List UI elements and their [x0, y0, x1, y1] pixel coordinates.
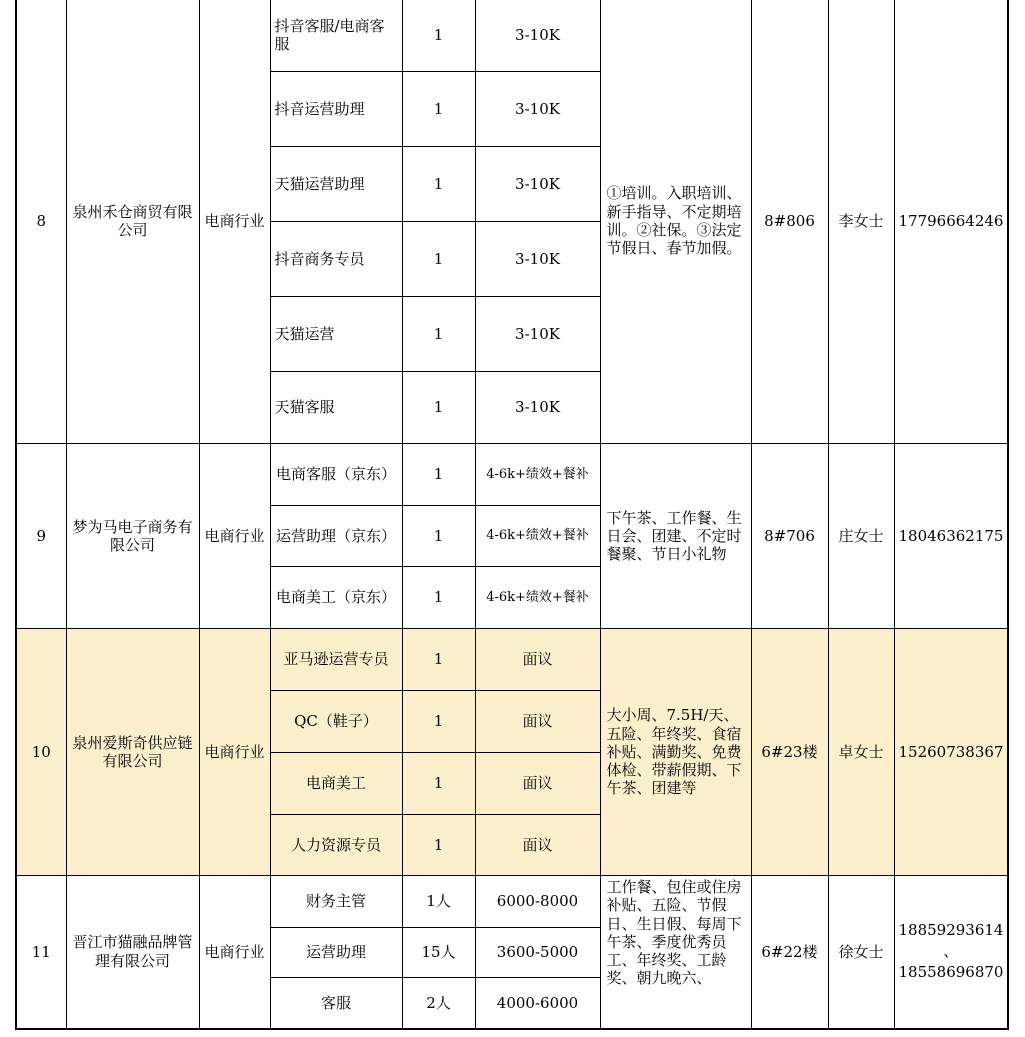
position-title: 运营助理 — [270, 928, 402, 978]
position-count: 1人 — [402, 876, 475, 928]
phone-2: 18558696870 — [898, 963, 1004, 982]
position-salary: 6000-8000 — [475, 876, 600, 928]
phone: 17796664246 — [894, 0, 1008, 444]
position-count: 1 — [402, 567, 475, 629]
phone: 15260738367 — [894, 629, 1008, 876]
benefits — [600, 876, 751, 1029]
phone-1: 18859293614 — [898, 921, 1004, 940]
position-title: 抖音运营助理 — [270, 72, 402, 147]
position-title: 天猫运营助理 — [270, 147, 402, 222]
position-salary: 面议 — [475, 691, 600, 753]
contact-person: 庄女士 — [828, 444, 894, 629]
position-count: 1 — [402, 691, 475, 753]
position-salary: 3-10K — [475, 0, 600, 72]
row-number: 8 — [16, 0, 66, 444]
position-title: QC（鞋子） — [270, 691, 402, 753]
row-number: 9 — [16, 444, 66, 629]
industry: 电商行业 — [199, 629, 270, 876]
industry: 电商行业 — [199, 0, 270, 444]
position-salary: 面议 — [475, 753, 600, 815]
position-salary: 面议 — [475, 629, 600, 691]
position-title: 电商美工 — [270, 753, 402, 815]
contact-person: 卓女士 — [828, 629, 894, 876]
position-count: 1 — [402, 506, 475, 567]
position-count: 15人 — [402, 928, 475, 978]
position-salary: 4-6k+绩效+餐补 — [475, 444, 600, 506]
position-title: 天猫运营 — [270, 297, 402, 372]
contact-person: 李女士 — [828, 0, 894, 444]
room: 6#23楼 — [751, 629, 828, 876]
position-count: 1 — [402, 147, 475, 222]
position-title: 人力资源专员 — [270, 815, 402, 876]
phone-separator: 、 — [943, 942, 959, 961]
position-count: 1 — [402, 72, 475, 147]
position-title: 财务主管 — [270, 876, 402, 928]
row-number: 11 — [16, 876, 66, 1029]
benefits: ①培训。入职培训、新手指导、不定期培训。②社保。③法定节假日、春节加假。 — [600, 0, 751, 444]
position-count: 1 — [402, 629, 475, 691]
position-salary: 4-6k+绩效+餐补 — [475, 567, 600, 629]
phone — [894, 876, 1008, 1029]
position-title: 电商客服（京东） — [270, 444, 402, 506]
table-row — [16, 629, 1008, 691]
row-number: 10 — [16, 629, 66, 876]
position-count: 1 — [402, 815, 475, 876]
company-name: 梦为马电子商务有限公司 — [66, 444, 199, 629]
position-title: 客服 — [270, 978, 402, 1029]
room: 6#22楼 — [751, 876, 828, 1029]
company-name: 泉州爱斯奇供应链有限公司 — [66, 629, 199, 876]
industry: 电商行业 — [199, 876, 270, 1029]
room: 8#806 — [751, 0, 828, 444]
position-salary: 3-10K — [475, 222, 600, 297]
position-salary: 3600-5000 — [475, 928, 600, 978]
position-title: 抖音商务专员 — [270, 222, 402, 297]
benefits-text: 工作餐、包住或住房补贴、五险、节假日、生日假、每周下午茶、季度优秀员工、年终奖、工龄奖、朝九晚六、 — [606, 878, 742, 988]
position-salary: 3-10K — [475, 147, 600, 222]
room: 8#706 — [751, 444, 828, 629]
company-name: 晋江市猫融品牌管理有限公司 — [66, 876, 199, 1029]
job-listings-table — [15, 0, 1009, 1030]
benefits: 大小周、7.5H/天、五险、年终奖、食宿补贴、满勤奖、免费体检、带薪假期、下午茶、团建等 — [600, 629, 751, 876]
position-title: 运营助理（京东） — [270, 506, 402, 567]
table-row — [16, 0, 1008, 72]
position-title: 天猫客服 — [270, 372, 402, 444]
table-row — [16, 444, 1008, 506]
position-count: 2人 — [402, 978, 475, 1029]
position-count: 1 — [402, 297, 475, 372]
position-salary: 4-6k+绩效+餐补 — [475, 506, 600, 567]
company-name: 泉州禾仓商贸有限公司 — [66, 0, 199, 444]
benefits: 下午茶、工作餐、生日会、团建、不定时餐聚、节日小礼物 — [600, 444, 751, 629]
position-salary: 4000-6000 — [475, 978, 600, 1029]
position-title: 抖音客服/电商客服 — [270, 0, 402, 72]
position-count: 1 — [402, 0, 475, 72]
position-count: 1 — [402, 372, 475, 444]
position-count: 1 — [402, 444, 475, 506]
position-salary: 3-10K — [475, 297, 600, 372]
position-salary: 3-10K — [475, 72, 600, 147]
position-count: 1 — [402, 222, 475, 297]
position-salary: 面议 — [475, 815, 600, 876]
industry: 电商行业 — [199, 444, 270, 629]
table-row — [16, 876, 1008, 928]
position-salary: 3-10K — [475, 372, 600, 444]
position-title: 亚马逊运营专员 — [270, 629, 402, 691]
phone: 18046362175 — [894, 444, 1008, 629]
position-title: 电商美工（京东） — [270, 567, 402, 629]
position-count: 1 — [402, 753, 475, 815]
contact-person: 徐女士 — [828, 876, 894, 1029]
